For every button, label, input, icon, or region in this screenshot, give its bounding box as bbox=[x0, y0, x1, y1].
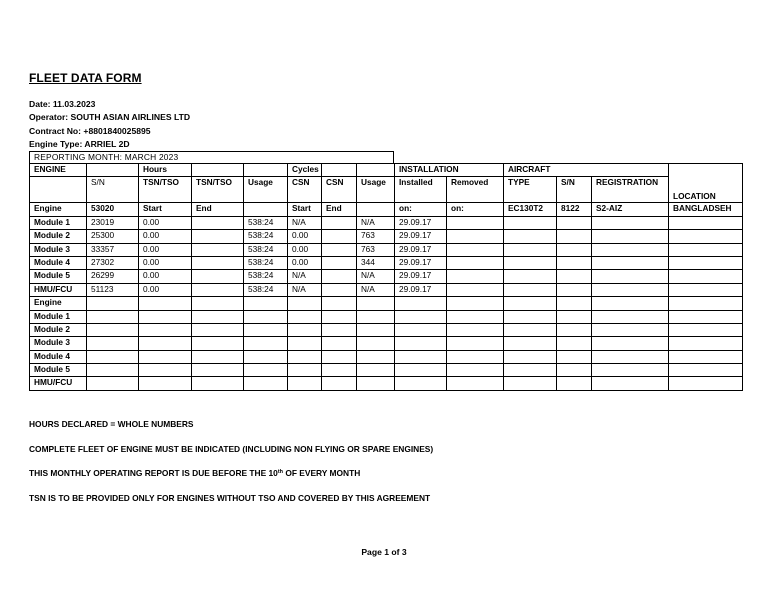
csn-end-cell bbox=[322, 270, 357, 283]
csn-end-cell bbox=[322, 297, 357, 310]
removed-header: Removed bbox=[447, 177, 504, 203]
operator-line: Operator: SOUTH ASIAN AIRLINES LTD bbox=[29, 112, 191, 123]
empty-cell bbox=[669, 230, 743, 243]
empty-cell bbox=[557, 310, 592, 323]
empty-cell bbox=[447, 216, 504, 229]
installed-header: Installed bbox=[395, 177, 447, 203]
serial-number-cell: 25300 bbox=[87, 230, 139, 243]
empty-cell bbox=[669, 323, 743, 336]
csn-end-cell bbox=[322, 216, 357, 229]
serial-number-cell: 33357 bbox=[87, 243, 139, 256]
registration-header: REGISTRATION bbox=[592, 177, 669, 203]
empty-cell bbox=[669, 243, 743, 256]
csn-end-cell bbox=[322, 323, 357, 336]
hours-end-label: End bbox=[192, 203, 244, 216]
serial-number-cell: 51123 bbox=[87, 283, 139, 296]
csn-start-cell: N/A bbox=[288, 270, 322, 283]
empty-cell bbox=[592, 350, 669, 363]
usage-hours-cell: 538:24 bbox=[244, 216, 288, 229]
empty-cell bbox=[447, 297, 504, 310]
table-row bbox=[30, 256, 743, 269]
row-label: Module 1 bbox=[30, 216, 87, 229]
usage-cycles-cell: N/A bbox=[357, 283, 395, 296]
tsn-end-cell bbox=[192, 230, 244, 243]
usage-hours-cell bbox=[244, 377, 288, 390]
tsn-end-cell bbox=[192, 310, 244, 323]
empty-cell bbox=[447, 337, 504, 350]
usage-cycles-cell bbox=[357, 364, 395, 377]
csn-end-cell bbox=[322, 243, 357, 256]
date-line: Date: 11.03.2023 bbox=[29, 99, 96, 109]
row-label: Module 1 bbox=[30, 310, 87, 323]
empty-cell bbox=[669, 377, 743, 390]
tsn-start-cell bbox=[139, 337, 192, 350]
empty-cell bbox=[669, 337, 743, 350]
note-tsn: TSN IS TO BE PROVIDED ONLY FOR ENGINES WITHOUT TSO AND COVERED BY THIS AGREEMENT bbox=[29, 493, 431, 503]
serial-number-cell bbox=[87, 337, 139, 350]
header-row-columns bbox=[30, 177, 743, 203]
usage-cycles-cell bbox=[357, 297, 395, 310]
usage-hours-cell bbox=[244, 350, 288, 363]
empty-cell bbox=[504, 256, 557, 269]
empty-cell bbox=[669, 364, 743, 377]
row-label: HMU/FCU bbox=[30, 377, 87, 390]
empty-cell bbox=[504, 297, 557, 310]
csn-start-cell bbox=[288, 350, 322, 363]
table-row bbox=[30, 337, 743, 350]
tsn-end-cell bbox=[192, 216, 244, 229]
tsn-end-cell bbox=[192, 243, 244, 256]
csn-start-cell bbox=[288, 337, 322, 350]
empty-cell bbox=[592, 310, 669, 323]
usage-hours-cell bbox=[244, 364, 288, 377]
installed-date-cell: 29.09.17 bbox=[395, 256, 447, 269]
tsn-tso-header: TSN/TSO bbox=[192, 177, 244, 203]
row-label: Module 4 bbox=[30, 350, 87, 363]
empty-cell bbox=[447, 377, 504, 390]
table-row bbox=[30, 216, 743, 229]
csn-header: CSN bbox=[322, 177, 357, 203]
usage-cycles-header: Usage bbox=[357, 177, 395, 203]
aircraft-registration: S2-AIZ bbox=[592, 203, 669, 216]
usage-cycles-cell bbox=[357, 350, 395, 363]
row-label: HMU/FCU bbox=[30, 283, 87, 296]
note-due-date-sup: th bbox=[277, 469, 284, 475]
serial-number-cell bbox=[87, 323, 139, 336]
empty-cell bbox=[592, 297, 669, 310]
note-hours-declared: HOURS DECLARED = WHOLE NUMBERS bbox=[29, 419, 194, 429]
csn-start-cell: N/A bbox=[288, 283, 322, 296]
usage-hours-header: Usage bbox=[244, 177, 288, 203]
installation-header: INSTALLATION bbox=[395, 164, 504, 177]
cycles-end-label: End bbox=[322, 203, 357, 216]
page-number: Page 1 of 3 bbox=[361, 547, 407, 557]
usage-hours-cell bbox=[244, 310, 288, 323]
csn-end-cell bbox=[322, 350, 357, 363]
engine-row bbox=[30, 203, 743, 216]
installed-date-cell: 29.09.17 bbox=[395, 216, 447, 229]
usage-hours-cell bbox=[244, 297, 288, 310]
row-label: Module 3 bbox=[30, 337, 87, 350]
installed-on-label: on: bbox=[395, 203, 447, 216]
row-label: Module 5 bbox=[30, 270, 87, 283]
engine-type-line: Engine Type: ARRIEL 2D bbox=[29, 138, 130, 149]
usage-hours-cell bbox=[244, 337, 288, 350]
serial-number-cell: 23019 bbox=[87, 216, 139, 229]
table-row bbox=[30, 310, 743, 323]
usage-hours-cell: 538:24 bbox=[244, 270, 288, 283]
empty-cell bbox=[669, 216, 743, 229]
usage-cycles-cell bbox=[357, 337, 395, 350]
empty-cell bbox=[592, 323, 669, 336]
empty-cell bbox=[592, 270, 669, 283]
tsn-start-cell: 0.00 bbox=[139, 283, 192, 296]
contract-line: Contract No: +8801840025895 bbox=[29, 125, 151, 136]
empty-cell bbox=[447, 323, 504, 336]
empty-cell bbox=[557, 337, 592, 350]
note-complete-fleet: COMPLETE FLEET OF ENGINE MUST BE INDICATED (INCLUDING NON FLYING OR SPARE ENGINES) bbox=[29, 444, 434, 454]
empty-cell bbox=[557, 377, 592, 390]
empty-cell bbox=[447, 283, 504, 296]
type-header: TYPE bbox=[504, 177, 557, 203]
empty-cell bbox=[592, 256, 669, 269]
empty-cell bbox=[447, 310, 504, 323]
empty-cell bbox=[592, 283, 669, 296]
row-label: Module 4 bbox=[30, 256, 87, 269]
empty-cell bbox=[504, 364, 557, 377]
removed-on-label: on: bbox=[447, 203, 504, 216]
installed-date-cell: 29.09.17 bbox=[395, 283, 447, 296]
empty-cell bbox=[592, 337, 669, 350]
tsn-end-cell bbox=[192, 283, 244, 296]
note-due-date bbox=[29, 468, 360, 478]
usage-cycles-cell bbox=[357, 377, 395, 390]
empty-cell bbox=[557, 297, 592, 310]
empty-cell bbox=[592, 377, 669, 390]
tsn-start-cell: 0.00 bbox=[139, 230, 192, 243]
installed-date-cell bbox=[395, 377, 447, 390]
aircraft-sn: 8122 bbox=[557, 203, 592, 216]
aircraft-location: BANGLADSEH bbox=[669, 203, 743, 216]
usage-hours-cell: 538:24 bbox=[244, 243, 288, 256]
row-label: Module 3 bbox=[30, 243, 87, 256]
installed-date-cell bbox=[395, 310, 447, 323]
empty-cell bbox=[557, 350, 592, 363]
csn-start-cell: 0.00 bbox=[288, 256, 322, 269]
empty-cell bbox=[669, 310, 743, 323]
page-title: FLEET DATA FORM bbox=[29, 71, 142, 85]
csn-end-cell bbox=[322, 337, 357, 350]
header-row-groups bbox=[30, 164, 743, 177]
empty-cell bbox=[557, 216, 592, 229]
tsn-start-cell: 0.00 bbox=[139, 270, 192, 283]
tsn-start-cell bbox=[139, 350, 192, 363]
tsn-end-cell bbox=[192, 297, 244, 310]
tsn-start-cell bbox=[139, 310, 192, 323]
usage-hours-cell: 538:24 bbox=[244, 283, 288, 296]
usage-cycles-cell bbox=[357, 310, 395, 323]
csn-end-cell bbox=[322, 377, 357, 390]
empty-cell bbox=[504, 310, 557, 323]
empty-cell bbox=[592, 216, 669, 229]
empty-cell bbox=[447, 243, 504, 256]
empty-cell bbox=[592, 243, 669, 256]
engine-sn: 53020 bbox=[87, 203, 139, 216]
tsn-end-cell bbox=[192, 377, 244, 390]
usage-hours-cell bbox=[244, 323, 288, 336]
serial-number-cell: 27302 bbox=[87, 256, 139, 269]
table-row bbox=[30, 350, 743, 363]
table-row bbox=[30, 243, 743, 256]
usage-cycles-cell bbox=[357, 323, 395, 336]
tsn-start-cell bbox=[139, 297, 192, 310]
row-label: Module 5 bbox=[30, 364, 87, 377]
installed-date-cell: 29.09.17 bbox=[395, 243, 447, 256]
table-row bbox=[30, 297, 743, 310]
note-due-date-text: THIS MONTHLY OPERATING REPORT IS DUE BEFORE THE 10 bbox=[29, 468, 278, 478]
empty-cell bbox=[447, 230, 504, 243]
engine-label: Engine bbox=[30, 203, 87, 216]
empty-cell bbox=[557, 364, 592, 377]
empty-cell bbox=[447, 256, 504, 269]
empty-cell bbox=[504, 337, 557, 350]
csn-start-cell: 0.00 bbox=[288, 230, 322, 243]
installed-date-cell: 29.09.17 bbox=[395, 230, 447, 243]
table-row bbox=[30, 377, 743, 390]
empty-cell bbox=[557, 230, 592, 243]
table-row bbox=[30, 364, 743, 377]
tsn-start-cell: 0.00 bbox=[139, 243, 192, 256]
csn-end-cell bbox=[322, 256, 357, 269]
empty-cell bbox=[669, 283, 743, 296]
empty-cell bbox=[557, 323, 592, 336]
csn-start-cell bbox=[288, 377, 322, 390]
installed-date-cell bbox=[395, 337, 447, 350]
tsn-end-cell bbox=[192, 256, 244, 269]
empty-cell bbox=[447, 364, 504, 377]
empty-cell bbox=[447, 350, 504, 363]
sn-header: S/N bbox=[87, 177, 139, 203]
serial-number-cell bbox=[87, 364, 139, 377]
empty-cell bbox=[557, 243, 592, 256]
fleet-data-table bbox=[29, 163, 743, 391]
empty-cell bbox=[669, 350, 743, 363]
engine-header: ENGINE bbox=[30, 164, 87, 177]
tsn-start-cell: 0.00 bbox=[139, 216, 192, 229]
empty-cell bbox=[592, 230, 669, 243]
note-due-date-tail: OF EVERY MONTH bbox=[283, 468, 361, 478]
cycles-start-label: Start bbox=[288, 203, 322, 216]
csn-start-cell bbox=[288, 310, 322, 323]
empty-cell bbox=[504, 377, 557, 390]
usage-cycles-cell: 344 bbox=[357, 256, 395, 269]
usage-hours-cell: 538:24 bbox=[244, 256, 288, 269]
usage-cycles-cell: 763 bbox=[357, 243, 395, 256]
table-row bbox=[30, 323, 743, 336]
csn-start-cell bbox=[288, 297, 322, 310]
hours-header: Hours bbox=[139, 164, 192, 177]
empty-cell bbox=[669, 256, 743, 269]
tsn-end-cell bbox=[192, 364, 244, 377]
table-row bbox=[30, 283, 743, 296]
installed-date-cell: 29.09.17 bbox=[395, 270, 447, 283]
empty-cell bbox=[557, 283, 592, 296]
empty-cell bbox=[592, 364, 669, 377]
tsn-end-cell bbox=[192, 323, 244, 336]
csn-start-cell bbox=[288, 364, 322, 377]
serial-number-cell bbox=[87, 310, 139, 323]
csn-start-cell bbox=[288, 323, 322, 336]
serial-number-cell bbox=[87, 377, 139, 390]
empty-cell bbox=[557, 270, 592, 283]
empty-cell bbox=[669, 297, 743, 310]
tsn-end-cell bbox=[192, 337, 244, 350]
empty-cell bbox=[504, 323, 557, 336]
tsn-tso-header: TSN/TSO bbox=[139, 177, 192, 203]
row-label: Engine bbox=[30, 297, 87, 310]
tsn-start-cell bbox=[139, 323, 192, 336]
reporting-month: REPORTING MONTH: MARCH 2023 bbox=[29, 151, 394, 163]
empty-cell bbox=[669, 270, 743, 283]
aircraft-sn-header: S/N bbox=[557, 177, 592, 203]
installed-date-cell bbox=[395, 364, 447, 377]
cycles-header: Cycles bbox=[288, 164, 322, 177]
empty-cell bbox=[504, 283, 557, 296]
installed-date-cell bbox=[395, 297, 447, 310]
empty-cell bbox=[557, 256, 592, 269]
aircraft-header: AIRCRAFT bbox=[504, 164, 669, 177]
location-header: LOCATION bbox=[669, 164, 743, 203]
empty-cell bbox=[504, 350, 557, 363]
csn-end-cell bbox=[322, 230, 357, 243]
empty-cell bbox=[504, 243, 557, 256]
tsn-start-cell bbox=[139, 377, 192, 390]
empty-cell bbox=[504, 230, 557, 243]
serial-number-cell: 26299 bbox=[87, 270, 139, 283]
row-label: Module 2 bbox=[30, 323, 87, 336]
table-row bbox=[30, 230, 743, 243]
csn-start-cell: N/A bbox=[288, 216, 322, 229]
table-row bbox=[30, 270, 743, 283]
tsn-start-cell: 0.00 bbox=[139, 256, 192, 269]
csn-end-cell bbox=[322, 310, 357, 323]
form-meta bbox=[29, 98, 190, 151]
aircraft-type: EC130T2 bbox=[504, 203, 557, 216]
installed-date-cell bbox=[395, 350, 447, 363]
serial-number-cell bbox=[87, 297, 139, 310]
tsn-end-cell bbox=[192, 350, 244, 363]
csn-end-cell bbox=[322, 283, 357, 296]
usage-hours-cell: 538:24 bbox=[244, 230, 288, 243]
csn-start-cell: 0.00 bbox=[288, 243, 322, 256]
usage-cycles-cell: 763 bbox=[357, 230, 395, 243]
usage-cycles-cell: N/A bbox=[357, 216, 395, 229]
hours-start-label: Start bbox=[139, 203, 192, 216]
empty-cell bbox=[504, 216, 557, 229]
csn-header: CSN bbox=[288, 177, 322, 203]
csn-end-cell bbox=[322, 364, 357, 377]
tsn-start-cell bbox=[139, 364, 192, 377]
row-label: Module 2 bbox=[30, 230, 87, 243]
empty-cell bbox=[447, 270, 504, 283]
tsn-end-cell bbox=[192, 270, 244, 283]
usage-cycles-cell: N/A bbox=[357, 270, 395, 283]
serial-number-cell bbox=[87, 350, 139, 363]
empty-cell bbox=[504, 270, 557, 283]
installed-date-cell bbox=[395, 323, 447, 336]
